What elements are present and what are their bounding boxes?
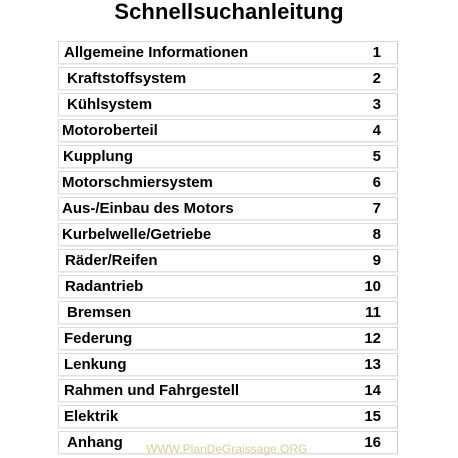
- index-row-number: 4: [372, 122, 381, 139]
- index-row[interactable]: [58, 93, 398, 116]
- index-row[interactable]: [58, 41, 398, 64]
- index-row[interactable]: [58, 405, 398, 428]
- index-row-number: 15: [364, 408, 381, 425]
- index-row-label: Bremsen: [67, 304, 132, 321]
- index-row-label: Elektrik: [64, 408, 119, 425]
- index-row-number: 13: [364, 356, 381, 373]
- index-row[interactable]: [58, 119, 398, 142]
- index-row[interactable]: [58, 353, 398, 376]
- quick-index-list: [58, 41, 398, 457]
- index-row-number: 9: [372, 252, 381, 269]
- index-row[interactable]: [58, 301, 398, 324]
- index-row[interactable]: [58, 67, 398, 90]
- index-row-number: 6: [372, 174, 381, 191]
- index-row-label: Allgemeine Informationen: [64, 44, 249, 61]
- index-row-label: Motoroberteil: [62, 122, 158, 139]
- index-row[interactable]: [58, 275, 398, 298]
- watermark-text: WWW.PlanDeGraissage.ORG: [146, 442, 308, 456]
- index-row-label: Rahmen und Fahrgestell: [64, 382, 240, 399]
- index-row-number: 16: [364, 434, 381, 451]
- page-title: Schnellsuchanleitung: [114, 0, 344, 24]
- index-row[interactable]: [58, 197, 398, 220]
- index-row-number: 3: [372, 96, 381, 113]
- index-row-number: 14: [364, 382, 381, 399]
- index-row-number: 10: [364, 278, 381, 295]
- index-row-number: 12: [364, 330, 381, 347]
- index-row[interactable]: [58, 249, 398, 272]
- index-row-number: 8: [372, 226, 381, 243]
- index-row-label: Kupplung: [63, 148, 133, 165]
- index-row-number: 1: [372, 44, 381, 61]
- index-row[interactable]: [58, 223, 398, 246]
- index-row-label: Anhang: [67, 434, 123, 451]
- index-row-label: Kurbelwelle/Getriebe: [62, 226, 212, 243]
- index-row-label: Federung: [64, 330, 133, 347]
- index-row-label: Kraftstoffsystem: [67, 70, 187, 87]
- index-row-number: 5: [372, 148, 381, 165]
- index-row-label: Motorschmiersystem: [62, 174, 213, 191]
- index-row-label: Aus-/Einbau des Motors: [62, 200, 234, 217]
- index-row-label: Räder/Reifen: [65, 252, 158, 269]
- index-row-number: 7: [372, 200, 381, 217]
- index-row[interactable]: [58, 171, 398, 194]
- index-row-label: Kühlsystem: [67, 96, 153, 113]
- index-row-label: Lenkung: [64, 356, 127, 373]
- index-row-label: Radantrieb: [65, 278, 144, 295]
- index-row[interactable]: [58, 145, 398, 168]
- index-row[interactable]: [58, 379, 398, 402]
- index-row-number: 11: [365, 304, 381, 321]
- index-row[interactable]: [58, 327, 398, 350]
- index-row-number: 2: [372, 70, 381, 87]
